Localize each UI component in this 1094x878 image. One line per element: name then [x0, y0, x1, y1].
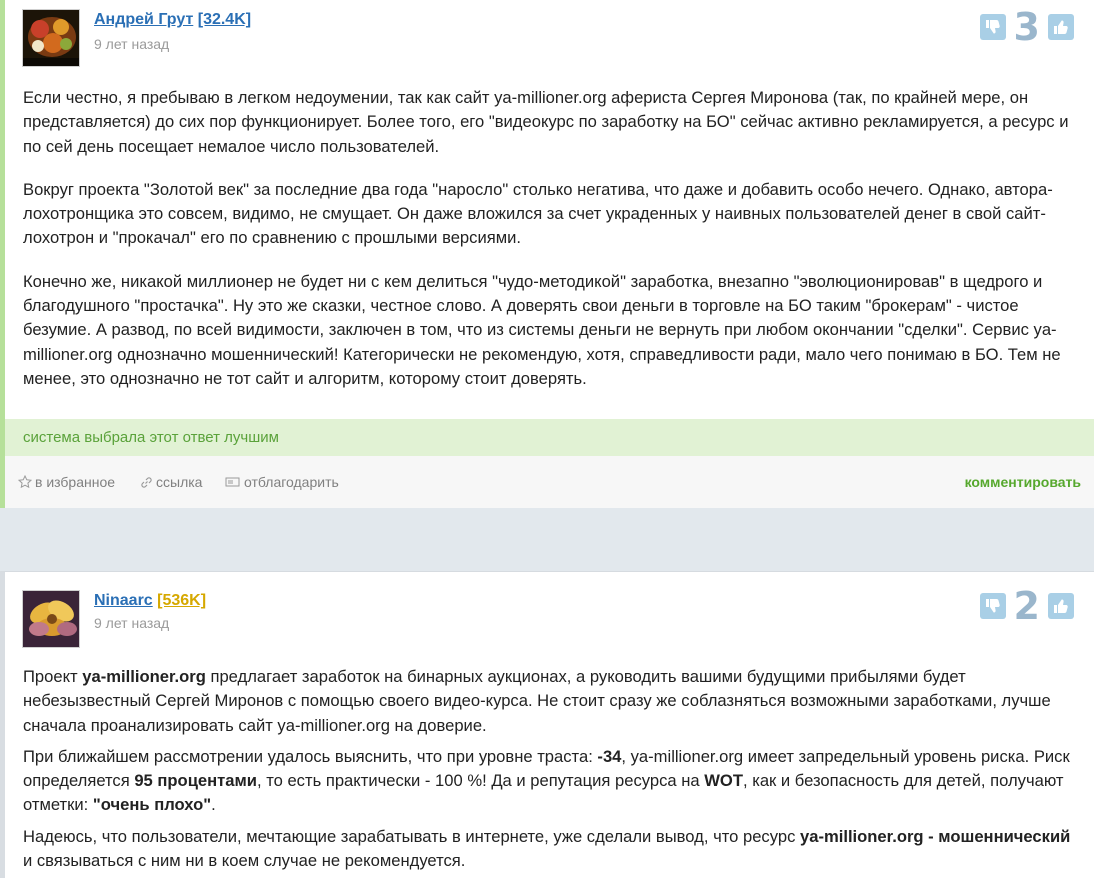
comment-button[interactable]: комментировать: [964, 474, 1081, 490]
star-icon: [18, 475, 32, 489]
author-name[interactable]: Андрей Грут: [94, 11, 194, 28]
like-button[interactable]: [1048, 593, 1074, 619]
answer-paragraph: Конечно же, никакой миллионер не будет ни с кем делиться "чудо-методикой" заработка, внезапно "эволюционировав" в щедрого и благодушного "простачка". Ну это же сказки, честное слово. А доверять свои деньги в торговле на БО таким "брокерам" - чистое безумие. А развод, по всей видимости, заключен в том, что из системы деньги не вернуть при любом окончании "сделки". Сервис ya-millioner.org однозначно мошеннический! Категорически не рекомендую, хотя, справедливости ради, мало чего понимаю в БО. Тем не менее, это однозначно не тот сайт и алгоритм, которому стоит доверять.: [23, 271, 1061, 388]
answer-actions: [5, 456, 1094, 508]
link-label: ссылка: [156, 474, 203, 490]
answer-paragraph: Надеюсь, что пользователи, мечтающие зарабатывать в интернете, уже сделали вывод, что ресурс ya-millioner.org - мошеннический и связываться с ним ни в коем случае не рекомендуется.: [23, 826, 1071, 871]
answer-text: [23, 665, 1073, 878]
author-line: [94, 592, 206, 610]
favorite-label: в избранное: [35, 474, 116, 490]
vote-score: 2: [1013, 584, 1040, 628]
author-reputation[interactable]: [536K]: [157, 592, 207, 609]
thumb-down-icon: [984, 18, 1002, 36]
answer-paragraph: Если честно, я пребываю в легком недоумении, так как сайт ya-millioner.org афериста Сергея Миронова (так, по крайней мере, он представляется) до сих пор функционирует. Более того, его "видеокурс по заработку на БО" сейчас активно рекламируется, а ресурс и по сей день посещает немалое число пользователей.: [23, 88, 1069, 156]
answer-paragraph: При ближайшем рассмотрении удалось выяснить, что при уровне траста: -34, ya-millioner.org имеет запредельный уровень риска. Риск определяется 95 процентами, то есть практически - 100 %! Да и репутация ресурса на WOT, как и безопасность для детей, получают отметки: "очень плохо".: [23, 746, 1070, 815]
answer-paragraph: Проект ya-millioner.org предлагает заработок на бинарных аукционах, а руководить вашими будущими прибылями будет небезызвестный Сергей Миронов с помощью своего видео-курса. Не стоит сразу же соблазняться возможными заработками, лучше сначала проанализировать сайт ya-millioner.org на доверие.: [23, 667, 1051, 735]
link-button[interactable]: [140, 474, 202, 490]
wallet-icon: [225, 476, 241, 488]
thank-button[interactable]: [225, 474, 339, 490]
dislike-button[interactable]: [980, 593, 1006, 619]
vote-widget: [980, 7, 1074, 47]
answer-paragraph: Вокруг проекта "Золотой век" за последние два года "наросло" столько негатива, что даже и добавить особо нечего. Однако, автора-лохотронщика это совсем, видимо, не смущает. Он даже вложился за счет украденных у наивных пользователей денег в свой сайт-лохотрон и "прокачал" его по сравнению с прошлыми версиями.: [23, 179, 1053, 248]
answer-date: 9 лет назад: [94, 36, 170, 52]
author-line: [94, 11, 251, 29]
dislike-button[interactable]: [980, 14, 1006, 40]
avatar[interactable]: [22, 590, 80, 648]
author-name[interactable]: Ninaarc: [94, 592, 153, 609]
thumb-up-icon: [1052, 18, 1070, 36]
best-answer-bar: [5, 419, 1094, 456]
thank-label: отблагодарить: [244, 474, 339, 490]
favorite-button[interactable]: [18, 474, 115, 490]
like-button[interactable]: [1048, 14, 1074, 40]
avatar[interactable]: [22, 9, 80, 67]
answer-date: 9 лет назад: [94, 615, 170, 631]
answer-text: [23, 86, 1073, 410]
chain-link-icon: [140, 476, 153, 489]
vote-score: 3: [1013, 5, 1040, 49]
answer-card-2: [0, 571, 1094, 878]
thumb-up-icon: [1052, 597, 1070, 615]
best-answer-label: система выбрала этот ответ лучшим: [23, 429, 279, 446]
author-reputation[interactable]: [32.4K]: [197, 11, 252, 28]
vote-widget: [980, 586, 1074, 626]
thumb-down-icon: [984, 597, 1002, 615]
